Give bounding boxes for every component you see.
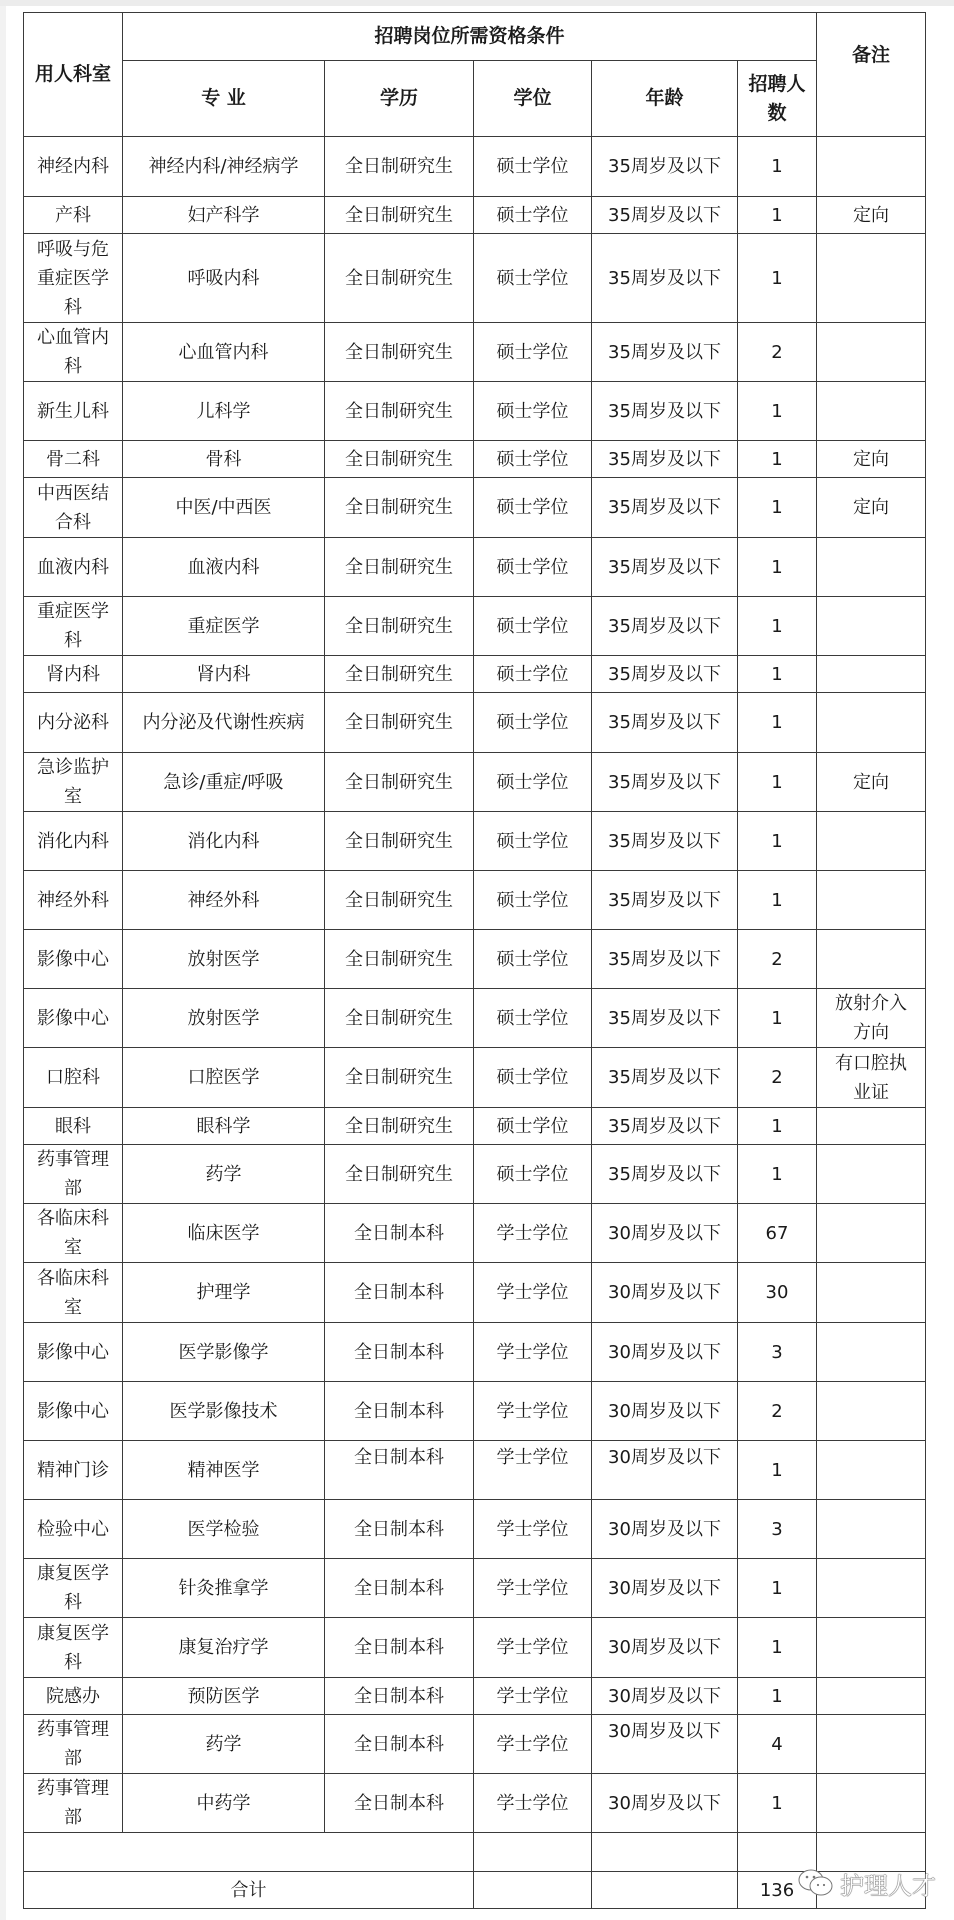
cell-remark (817, 1108, 926, 1145)
empty-cell (474, 1833, 592, 1872)
cell-education: 全日制本科 (325, 1323, 474, 1382)
cell-count: 1 (738, 1441, 817, 1500)
cell-count: 67 (738, 1204, 817, 1263)
cell-count: 2 (738, 930, 817, 989)
cell-dept: 院感办 (24, 1678, 123, 1715)
cell-count: 2 (738, 1382, 817, 1441)
empty-row (24, 1833, 926, 1872)
cell-age: 35周岁及以下 (592, 812, 738, 871)
cell-dept: 心血管内科 (24, 323, 123, 382)
cell-degree: 硕士学位 (474, 1108, 592, 1145)
cell-dept: 产科 (24, 197, 123, 234)
cell-degree: 硕士学位 (474, 1145, 592, 1204)
cell-age: 35周岁及以下 (592, 930, 738, 989)
cell-education: 全日制本科 (325, 1715, 474, 1774)
cell-major: 放射医学 (123, 989, 325, 1048)
cell-major: 药学 (123, 1715, 325, 1774)
cell-education: 全日制本科 (325, 1618, 474, 1678)
cell-major: 儿科学 (123, 382, 325, 441)
cell-age: 30周岁及以下 (592, 1204, 738, 1263)
cell-remark (817, 1441, 926, 1500)
cell-count: 2 (738, 323, 817, 382)
cell-degree: 硕士学位 (474, 137, 592, 197)
cell-major: 针灸推拿学 (123, 1559, 325, 1618)
header-row-2 (24, 61, 926, 137)
cell-dept: 影像中心 (24, 989, 123, 1048)
cell-count: 1 (738, 693, 817, 753)
cell-degree: 学士学位 (474, 1618, 592, 1678)
cell-education: 全日制研究生 (325, 441, 474, 478)
cell-age: 35周岁及以下 (592, 478, 738, 538)
cell-education: 全日制研究生 (325, 597, 474, 656)
cell-degree: 硕士学位 (474, 538, 592, 597)
table-row (24, 1263, 926, 1323)
cell-major: 预防医学 (123, 1678, 325, 1715)
cell-major: 重症医学 (123, 597, 325, 656)
header-education: 学历 (325, 61, 474, 137)
cell-major: 血液内科 (123, 538, 325, 597)
cell-remark (817, 1382, 926, 1441)
cell-education: 全日制本科 (325, 1263, 474, 1323)
total-count: 136 (738, 1872, 817, 1909)
cell-major: 护理学 (123, 1263, 325, 1323)
cell-education: 全日制本科 (325, 1559, 474, 1618)
cell-remark (817, 382, 926, 441)
cell-age: 30周岁及以下 (592, 1500, 738, 1559)
cell-education: 全日制本科 (325, 1204, 474, 1263)
cell-education: 全日制本科 (325, 1441, 474, 1500)
cell-count: 1 (738, 1774, 817, 1833)
cell-age: 35周岁及以下 (592, 871, 738, 930)
cell-remark (817, 1774, 926, 1833)
cell-count: 1 (738, 1618, 817, 1678)
cell-degree: 学士学位 (474, 1678, 592, 1715)
cell-age: 30周岁及以下 (592, 1441, 738, 1500)
cell-age: 30周岁及以下 (592, 1263, 738, 1323)
cell-education: 全日制研究生 (325, 478, 474, 538)
cell-major: 肾内科 (123, 656, 325, 693)
cell-dept: 中西医结合科 (24, 478, 123, 538)
cell-count: 3 (738, 1500, 817, 1559)
cell-count: 2 (738, 1048, 817, 1108)
cell-count: 1 (738, 1678, 817, 1715)
cell-education: 全日制研究生 (325, 1048, 474, 1108)
header-remark: 备注 (817, 13, 926, 137)
cell-dept: 康复医学科 (24, 1559, 123, 1618)
cell-degree: 硕士学位 (474, 989, 592, 1048)
cell-dept: 药事管理部 (24, 1715, 123, 1774)
table-row (24, 234, 926, 323)
table-row (24, 323, 926, 382)
cell-dept: 骨二科 (24, 441, 123, 478)
cell-age: 35周岁及以下 (592, 441, 738, 478)
cell-age: 30周岁及以下 (592, 1678, 738, 1715)
cell-education: 全日制研究生 (325, 137, 474, 197)
cell-degree: 学士学位 (474, 1323, 592, 1382)
cell-degree: 学士学位 (474, 1715, 592, 1774)
cell-remark (817, 656, 926, 693)
cell-degree: 学士学位 (474, 1500, 592, 1559)
table-row (24, 930, 926, 989)
cell-count: 1 (738, 234, 817, 323)
cell-count: 1 (738, 441, 817, 478)
empty-cell (817, 1872, 926, 1909)
cell-major: 中医/中西医 (123, 478, 325, 538)
cell-remark: 定向 (817, 478, 926, 538)
table-row (24, 1145, 926, 1204)
cell-remark (817, 137, 926, 197)
cell-degree: 硕士学位 (474, 693, 592, 753)
empty-cell (24, 1833, 474, 1872)
cell-education: 全日制本科 (325, 1774, 474, 1833)
cell-major: 心血管内科 (123, 323, 325, 382)
cell-count: 1 (738, 1108, 817, 1145)
cell-age: 35周岁及以下 (592, 693, 738, 753)
cell-major: 急诊/重症/呼吸 (123, 753, 325, 812)
cell-major: 神经内科/神经病学 (123, 137, 325, 197)
header-dept: 用人科室 (24, 13, 123, 137)
cell-age: 35周岁及以下 (592, 538, 738, 597)
cell-degree: 硕士学位 (474, 382, 592, 441)
cell-education: 全日制研究生 (325, 538, 474, 597)
cell-education: 全日制研究生 (325, 989, 474, 1048)
cell-age: 35周岁及以下 (592, 1145, 738, 1204)
table-row (24, 1108, 926, 1145)
empty-cell (592, 1872, 738, 1909)
table-row (24, 1500, 926, 1559)
cell-count: 1 (738, 812, 817, 871)
cell-education: 全日制研究生 (325, 871, 474, 930)
empty-cell (738, 1833, 817, 1872)
cell-count: 3 (738, 1323, 817, 1382)
cell-major: 神经外科 (123, 871, 325, 930)
cell-count: 1 (738, 656, 817, 693)
recruitment-table (23, 12, 926, 1909)
cell-age: 35周岁及以下 (592, 597, 738, 656)
cell-major: 妇产科学 (123, 197, 325, 234)
cell-count: 1 (738, 137, 817, 197)
cell-dept: 各临床科室 (24, 1263, 123, 1323)
empty-cell (592, 1833, 738, 1872)
top-margin-strip (0, 0, 954, 6)
cell-remark (817, 597, 926, 656)
cell-remark (817, 1145, 926, 1204)
cell-dept: 检验中心 (24, 1500, 123, 1559)
cell-dept: 新生儿科 (24, 382, 123, 441)
cell-education: 全日制本科 (325, 1500, 474, 1559)
header-row-1 (24, 13, 926, 61)
cell-age: 30周岁及以下 (592, 1382, 738, 1441)
cell-major: 临床医学 (123, 1204, 325, 1263)
cell-remark (817, 693, 926, 753)
cell-degree: 硕士学位 (474, 871, 592, 930)
cell-major: 康复治疗学 (123, 1618, 325, 1678)
cell-dept: 影像中心 (24, 1323, 123, 1382)
cell-remark: 定向 (817, 441, 926, 478)
cell-dept: 内分泌科 (24, 693, 123, 753)
table-row (24, 1323, 926, 1382)
cell-degree: 硕士学位 (474, 656, 592, 693)
cell-age: 35周岁及以下 (592, 323, 738, 382)
cell-count: 1 (738, 1145, 817, 1204)
header-age: 年龄 (592, 61, 738, 137)
cell-major: 医学影像技术 (123, 1382, 325, 1441)
cell-major: 中药学 (123, 1774, 325, 1833)
cell-degree: 学士学位 (474, 1774, 592, 1833)
table-row (24, 1774, 926, 1833)
cell-dept: 康复医学科 (24, 1618, 123, 1678)
cell-degree: 硕士学位 (474, 234, 592, 323)
cell-education: 全日制研究生 (325, 930, 474, 989)
cell-degree: 硕士学位 (474, 323, 592, 382)
cell-remark: 放射介入方向 (817, 989, 926, 1048)
cell-major: 放射医学 (123, 930, 325, 989)
empty-cell (474, 1872, 592, 1909)
table-row (24, 1678, 926, 1715)
cell-major: 精神医学 (123, 1441, 325, 1500)
cell-dept: 神经内科 (24, 137, 123, 197)
cell-remark (817, 1263, 926, 1323)
table-row (24, 989, 926, 1048)
cell-degree: 硕士学位 (474, 1048, 592, 1108)
cell-age: 35周岁及以下 (592, 656, 738, 693)
cell-remark: 定向 (817, 753, 926, 812)
cell-dept: 影像中心 (24, 930, 123, 989)
cell-education: 全日制研究生 (325, 656, 474, 693)
cell-education: 全日制研究生 (325, 1145, 474, 1204)
cell-count: 1 (738, 989, 817, 1048)
cell-dept: 急诊监护室 (24, 753, 123, 812)
cell-remark (817, 1618, 926, 1678)
cell-count: 30 (738, 1263, 817, 1323)
cell-education: 全日制本科 (325, 1382, 474, 1441)
cell-dept: 影像中心 (24, 1382, 123, 1441)
cell-dept: 肾内科 (24, 656, 123, 693)
cell-age: 30周岁及以下 (592, 1774, 738, 1833)
cell-major: 眼科学 (123, 1108, 325, 1145)
cell-dept: 眼科 (24, 1108, 123, 1145)
cell-major: 医学影像学 (123, 1323, 325, 1382)
cell-dept: 各临床科室 (24, 1204, 123, 1263)
header-major: 专 业 (123, 61, 325, 137)
cell-education: 全日制研究生 (325, 197, 474, 234)
cell-remark (817, 234, 926, 323)
cell-major: 呼吸内科 (123, 234, 325, 323)
header-requirements-group: 招聘岗位所需资格条件 (123, 13, 817, 61)
cell-dept: 血液内科 (24, 538, 123, 597)
table-row (24, 1715, 926, 1774)
cell-age: 30周岁及以下 (592, 1323, 738, 1382)
table-row (24, 597, 926, 656)
cell-education: 全日制研究生 (325, 753, 474, 812)
cell-degree: 学士学位 (474, 1204, 592, 1263)
left-margin-strip (0, 6, 6, 1920)
cell-degree: 学士学位 (474, 1559, 592, 1618)
total-label: 合计 (24, 1872, 474, 1909)
cell-age: 35周岁及以下 (592, 234, 738, 323)
cell-count: 1 (738, 538, 817, 597)
cell-dept: 消化内科 (24, 812, 123, 871)
cell-age: 30周岁及以下 (592, 1715, 738, 1774)
cell-dept: 药事管理部 (24, 1774, 123, 1833)
cell-remark (817, 1204, 926, 1263)
table-row (24, 1441, 926, 1500)
cell-education: 全日制研究生 (325, 1108, 474, 1145)
cell-age: 30周岁及以下 (592, 1618, 738, 1678)
table-row (24, 441, 926, 478)
cell-count: 4 (738, 1715, 817, 1774)
table-row (24, 1382, 926, 1441)
cell-age: 35周岁及以下 (592, 1108, 738, 1145)
cell-degree: 硕士学位 (474, 478, 592, 538)
cell-education: 全日制研究生 (325, 382, 474, 441)
cell-age: 35周岁及以下 (592, 1048, 738, 1108)
cell-degree: 学士学位 (474, 1441, 592, 1500)
table-row (24, 753, 926, 812)
cell-major: 骨科 (123, 441, 325, 478)
table-row (24, 871, 926, 930)
cell-major: 消化内科 (123, 812, 325, 871)
cell-education: 全日制本科 (325, 1678, 474, 1715)
table-row (24, 812, 926, 871)
cell-remark (817, 323, 926, 382)
cell-degree: 硕士学位 (474, 812, 592, 871)
cell-dept: 呼吸与危重症医学科 (24, 234, 123, 323)
cell-remark (817, 1559, 926, 1618)
cell-education: 全日制研究生 (325, 812, 474, 871)
table-row (24, 137, 926, 197)
cell-degree: 硕士学位 (474, 441, 592, 478)
cell-age: 30周岁及以下 (592, 1559, 738, 1618)
table-row (24, 1618, 926, 1678)
cell-remark: 有口腔执业证 (817, 1048, 926, 1108)
cell-remark: 定向 (817, 197, 926, 234)
table-row (24, 197, 926, 234)
cell-dept: 药事管理部 (24, 1145, 123, 1204)
cell-age: 35周岁及以下 (592, 382, 738, 441)
cell-remark (817, 812, 926, 871)
cell-degree: 学士学位 (474, 1263, 592, 1323)
cell-count: 1 (738, 382, 817, 441)
table-row (24, 1559, 926, 1618)
cell-count: 1 (738, 597, 817, 656)
watermark-text: 护理人才 (840, 1872, 936, 1900)
cell-dept: 精神门诊 (24, 1441, 123, 1500)
cell-remark (817, 1500, 926, 1559)
cell-dept: 口腔科 (24, 1048, 123, 1108)
cell-major: 药学 (123, 1145, 325, 1204)
cell-remark (817, 930, 926, 989)
header-count: 招聘人数 (738, 61, 817, 137)
cell-dept: 神经外科 (24, 871, 123, 930)
cell-count: 1 (738, 871, 817, 930)
cell-age: 35周岁及以下 (592, 197, 738, 234)
cell-degree: 学士学位 (474, 1382, 592, 1441)
cell-education: 全日制研究生 (325, 323, 474, 382)
header-degree: 学位 (474, 61, 592, 137)
total-row (24, 1872, 926, 1909)
table-row (24, 1048, 926, 1108)
empty-cell (817, 1833, 926, 1872)
cell-age: 35周岁及以下 (592, 137, 738, 197)
cell-major: 口腔医学 (123, 1048, 325, 1108)
cell-remark (817, 871, 926, 930)
table-row (24, 693, 926, 753)
cell-age: 35周岁及以下 (592, 753, 738, 812)
table-row (24, 382, 926, 441)
cell-remark (817, 538, 926, 597)
cell-education: 全日制研究生 (325, 234, 474, 323)
cell-remark (817, 1678, 926, 1715)
cell-major: 内分泌及代谢性疾病 (123, 693, 325, 753)
table-row (24, 656, 926, 693)
cell-count: 1 (738, 478, 817, 538)
table-row (24, 1204, 926, 1263)
cell-count: 1 (738, 1559, 817, 1618)
cell-count: 1 (738, 753, 817, 812)
cell-count: 1 (738, 197, 817, 234)
cell-degree: 硕士学位 (474, 597, 592, 656)
cell-dept: 重症医学科 (24, 597, 123, 656)
table-row (24, 538, 926, 597)
cell-degree: 硕士学位 (474, 930, 592, 989)
cell-age: 35周岁及以下 (592, 989, 738, 1048)
table-row (24, 478, 926, 538)
cell-degree: 硕士学位 (474, 197, 592, 234)
cell-remark (817, 1715, 926, 1774)
cell-major: 医学检验 (123, 1500, 325, 1559)
cell-remark (817, 1323, 926, 1382)
cell-degree: 硕士学位 (474, 753, 592, 812)
cell-education: 全日制研究生 (325, 693, 474, 753)
